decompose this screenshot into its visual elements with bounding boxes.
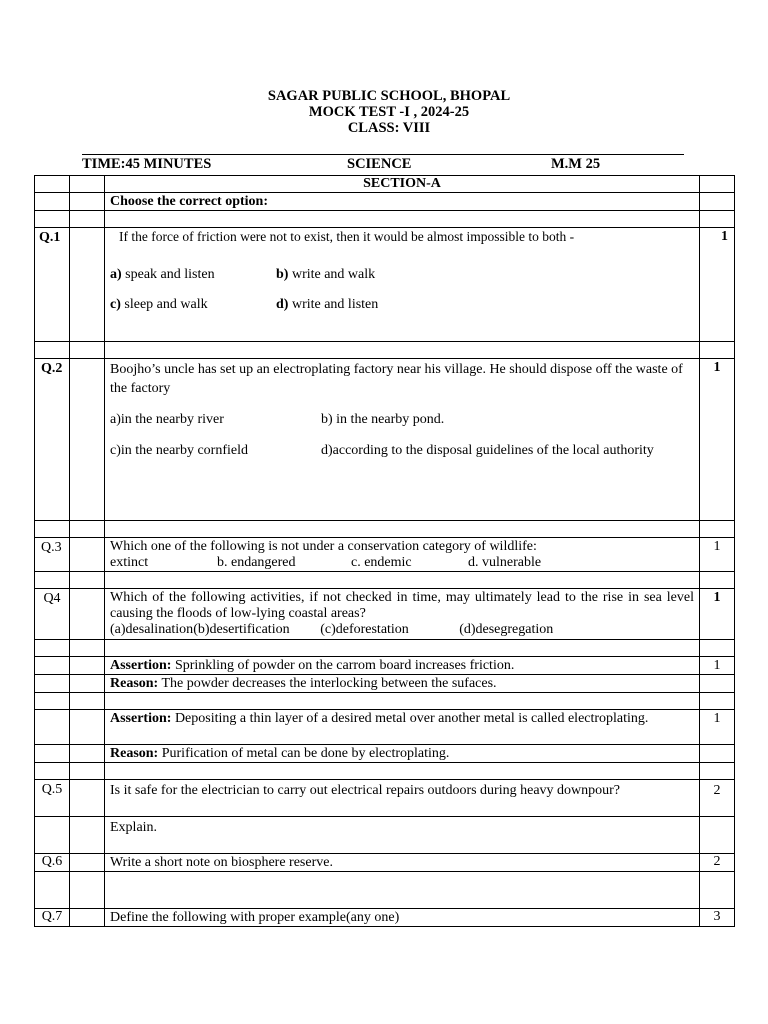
option-a: (a)desalination	[110, 622, 194, 637]
time-label: TIME:45 MINUTES	[82, 156, 212, 172]
question-number: Q.1	[35, 228, 70, 342]
instruction-text: Choose the correct option:	[105, 193, 700, 211]
question-table	[34, 175, 735, 927]
option-d: d)according to the disposal guidelines of the local authority	[321, 443, 654, 458]
question-number: Q.5	[35, 780, 70, 817]
options-row	[110, 410, 694, 429]
options-row	[110, 267, 694, 283]
option-c: c) sleep and walk	[110, 297, 208, 312]
question-row	[35, 589, 735, 640]
question-marks: 1	[700, 359, 735, 521]
option-d: (d)desegregation	[459, 622, 554, 637]
document-header	[0, 88, 768, 136]
question-number: Q.6	[35, 854, 70, 872]
spacer-row	[35, 640, 735, 657]
spacer-row	[35, 521, 735, 538]
top-rule	[82, 154, 684, 155]
option-c: (c)deforestation	[320, 622, 409, 637]
spacer-row	[35, 342, 735, 359]
options-row	[110, 555, 694, 571]
option-b: b) in the nearby pond.	[321, 412, 445, 427]
question-number: Q.7	[35, 909, 70, 927]
question-text: If the force of friction were not to exist, then it would be almost impossible to both -	[119, 229, 575, 244]
question-marks: 1	[700, 228, 735, 342]
option-d: d) write and listen	[276, 297, 379, 312]
reason-text: Reason: The powder decreases the interlocking between the sufaces.	[105, 675, 700, 693]
explain-text: Explain.	[105, 817, 700, 854]
assertion-row	[35, 710, 735, 745]
reason-row	[35, 745, 735, 763]
question-text: Write a short note on biosphere reserve.	[105, 854, 700, 872]
option-b: b) write and walk	[276, 267, 376, 282]
spacer-row	[35, 572, 735, 589]
question-marks: 1	[700, 710, 735, 745]
question-marks: 1	[700, 657, 735, 675]
section-title: SECTION-A	[105, 176, 700, 193]
option-a: extinct	[110, 555, 149, 570]
question-marks: 1	[700, 538, 735, 572]
option-c: c)in the nearby cornfield	[110, 443, 248, 458]
school-name: SAGAR PUBLIC SCHOOL, BHOPAL	[267, 88, 511, 104]
assertion-row	[35, 657, 735, 675]
question-text: Which one of the following is not under a conservation category of wildlife:	[110, 539, 537, 554]
spacer-row	[35, 872, 735, 909]
options-row	[110, 297, 694, 313]
spacer-row	[35, 763, 735, 780]
option-a: a)in the nearby river	[110, 412, 224, 427]
instruction-row	[35, 193, 735, 211]
explain-row	[35, 817, 735, 854]
question-row	[35, 854, 735, 872]
max-marks-label: M.M 25	[551, 156, 601, 172]
question-marks: 2	[700, 854, 735, 872]
assertion-text: Assertion: Sprinkling of powder on the carrom board increases friction.	[105, 657, 700, 675]
option-a: a) speak and listen	[110, 267, 215, 282]
spacer-row	[35, 211, 735, 228]
question-row	[35, 538, 735, 572]
spacer-row	[35, 693, 735, 710]
question-text: Which of the following activities, if not checked in time, may ultimately lead to the rise in sea level causing the floods of low-lying coastal areas?	[110, 590, 694, 621]
question-row	[35, 359, 735, 521]
question-text: Boojho’s uncle has set up an electroplating factory near his village. He should dispose off the waste of the factory	[110, 362, 683, 396]
option-c: c. endemic	[351, 555, 412, 570]
question-text: Is it safe for the electrician to carry out electrical repairs outdoors during heavy downpour?	[105, 780, 700, 817]
option-d: d. vulnerable	[468, 555, 542, 570]
question-row	[35, 228, 735, 342]
question-marks: 3	[700, 909, 735, 927]
question-number: Q.3	[35, 538, 70, 572]
question-marks: 1	[700, 589, 735, 640]
option-b: b. endangered	[217, 555, 296, 570]
question-row	[35, 909, 735, 927]
subject-label: SCIENCE	[347, 156, 412, 172]
options-row	[110, 441, 694, 460]
question-number: Q4	[35, 589, 70, 640]
question-number: Q.2	[35, 359, 70, 521]
option-b: (b)desertification	[193, 622, 290, 637]
assertion-text: Assertion: Depositing a thin layer of a desired metal over another metal is called electroplating.	[105, 710, 700, 745]
question-text: Define the following with proper example(any one)	[105, 909, 700, 927]
class-label: CLASS: VIII	[347, 120, 431, 136]
question-marks: 2	[700, 780, 735, 817]
question-row	[35, 780, 735, 817]
section-row	[35, 176, 735, 193]
reason-row	[35, 675, 735, 693]
test-title: MOCK TEST -I , 2024-25	[308, 104, 470, 120]
reason-text: Reason: Purification of metal can be done by electroplating.	[105, 745, 700, 763]
options-row	[110, 622, 694, 638]
